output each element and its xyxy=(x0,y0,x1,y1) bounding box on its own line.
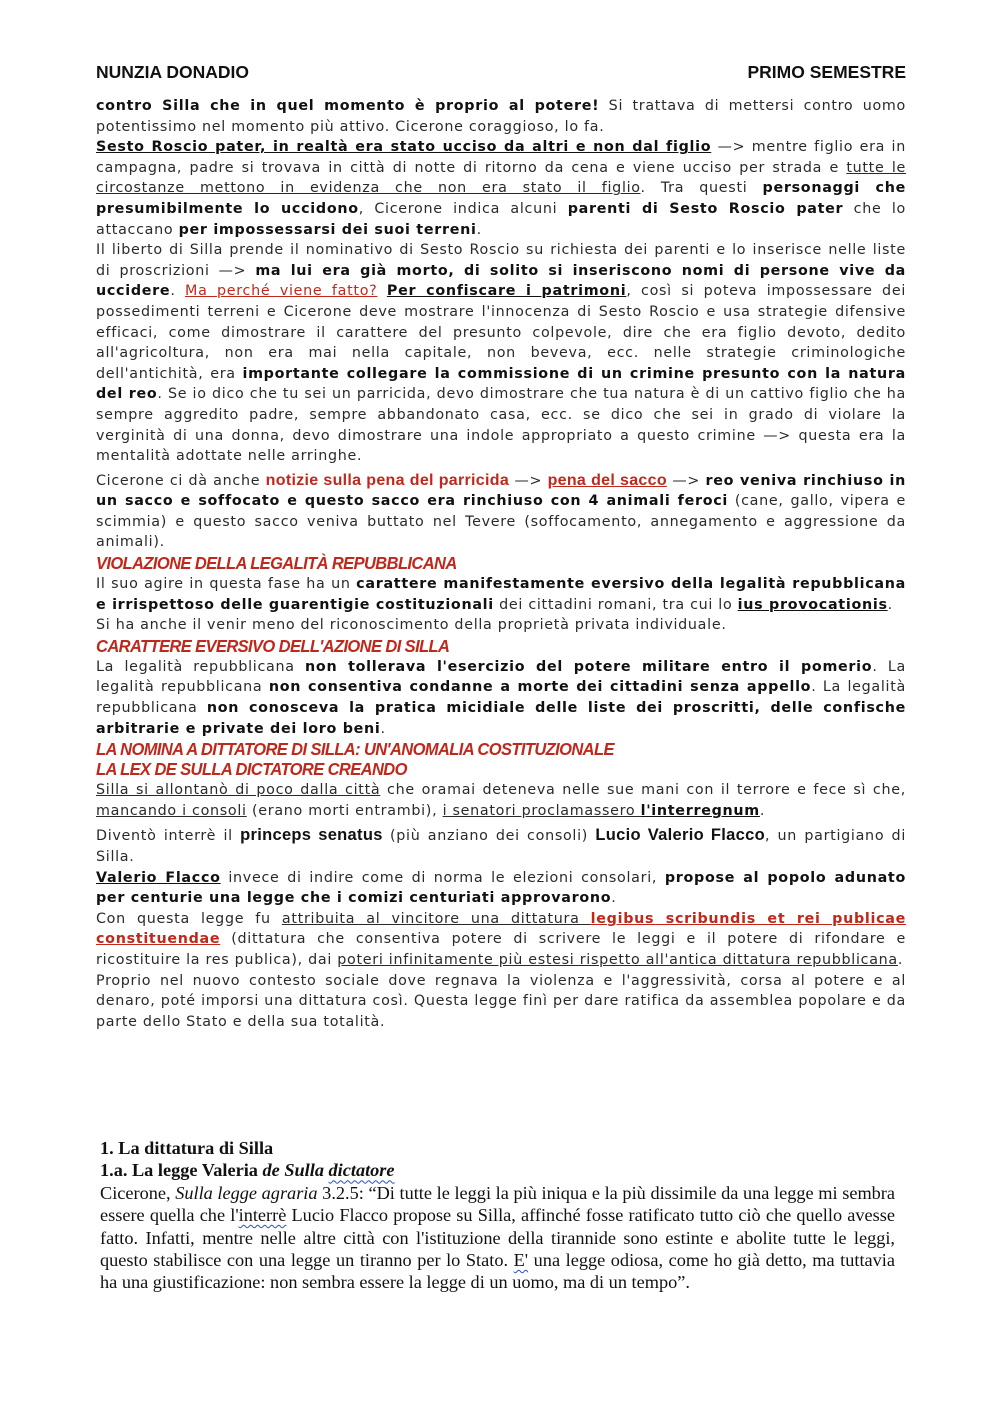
source-quote xyxy=(100,1182,895,1294)
underlined-text: attribuita al vincitore una dittatura xyxy=(281,910,591,927)
text: . xyxy=(897,951,904,968)
paragraph xyxy=(96,240,906,467)
italic-text: de Sulla xyxy=(262,1160,329,1181)
text: . xyxy=(887,596,893,613)
text: . La legalità repubblicana xyxy=(96,658,907,696)
bold-text: ma lui era già morto, di solito si inseriscono nomi di persone vive da uccidere xyxy=(96,262,906,300)
underlined-text: tutte le circostanze mettono in evidenza che non era stato il figlio xyxy=(96,159,906,197)
section-heading: CARATTERE EVERSIVO DELL'AZIONE DI SILLA xyxy=(96,637,450,657)
text: Lucio Flacco propose su Silla, affinché fosse ratificato tutto ciò che quello avesse fatto. Infatti, mentre nelle altre città con l'istituzione della tirannide sono estinte e abolite tutte le leggi, questo stabilisce con una legge un tiranno per lo Stato. xyxy=(100,1205,896,1271)
section-heading: LA LEX DE SULLA DICTATORE CREANDO xyxy=(96,760,407,780)
text: . La legalità repubblicana xyxy=(96,679,906,717)
text: interrè xyxy=(238,1205,287,1226)
text: , Cicerone indica alcuni xyxy=(358,200,568,217)
text: , un partigiano di Silla. xyxy=(96,828,907,865)
text: che oramai deteneva nelle sue mani con il terrore e fece sì che, xyxy=(380,782,906,799)
bold-text: non conosceva la pratica micidiale delle liste dei proscritti, delle confische arbitrarie e private dei loro beni xyxy=(96,700,906,737)
text: Diventò interrè il xyxy=(96,828,241,845)
text: . xyxy=(759,802,766,819)
text: Il liberto di Silla prende il nominativo di Sesto Roscio su richiesta dei parenti e lo inserisce nelle liste di proscrizioni —> xyxy=(96,242,906,279)
text: , così si poteva impossessare dei possedimenti terreni e Cicerone deve mostrare l'innocenza di Sesto Roscio e usa strategie difensive efficaci, come dimostrare il carattere del presunto colpevole, dire che era figlio devoto, dedito all'agricoltura, non era mai nella capitale, non beveva, ecc. nelle strategie criminologiche dell'antichità, era xyxy=(96,283,906,382)
text: Cicerone, xyxy=(100,1182,176,1203)
paragraph xyxy=(96,780,906,821)
text: (erano morti entrambi), xyxy=(246,802,443,819)
bold-underlined-text: l'interregnum xyxy=(640,802,760,819)
bold-underlined-text: Per confiscare i patrimoni xyxy=(386,283,627,300)
text: (dittatura che consentiva potere di scrivere le leggi e il potere di rifondare e ricostituire la res publica), dai xyxy=(96,931,906,968)
paragraph: Proprio nel nuovo contesto sociale dove regnava la violenza e l'aggressività, corsa al potere e al denaro, poté imporsi una dittatura così. Questa legge finì per dare ratifica da assemblea popolare e da parte dello Stato e della sua totalità. xyxy=(96,972,906,1030)
text: invece di indire come di norma le elezioni consolari, xyxy=(220,869,665,886)
text: . Tra questi xyxy=(640,180,763,197)
page-header xyxy=(96,62,906,83)
text: Si trattava di mettersi contro uomo potentissimo nel momento più attivo. Cicerone coraggioso, lo fa. xyxy=(96,98,906,135)
underlined-text: Silla si allontanò di poco dalla città xyxy=(96,782,381,799)
red-underlined-text: Ma perché viene fatto? xyxy=(185,283,378,300)
paragraph xyxy=(96,909,906,971)
source-title: 1. La dittatura di Silla xyxy=(100,1138,274,1158)
text: —> xyxy=(666,472,706,489)
text: —> xyxy=(509,472,548,489)
paragraph xyxy=(96,471,906,553)
underlined-text: i senatori proclamassero xyxy=(442,802,641,819)
paragraph xyxy=(96,574,906,615)
bold-text: propose al popolo adunato per centurie una legge che i comizi centuriati approvarono xyxy=(96,869,906,907)
bold-underlined-text: Sesto Roscio pater, in realtà era stato ucciso da altri e non dal figlio xyxy=(96,139,712,156)
text: . xyxy=(170,283,186,300)
bold-text: reo veniva rinchiuso in un sacco e soffocato e questo sacco era rinchiuso con 4 animali feroci xyxy=(96,472,906,510)
bold-text: Lucio Valerio Flacco xyxy=(595,826,765,845)
text: dei cittadini romani, tra cui lo xyxy=(493,596,738,613)
bold-text: contro Silla che in quel momento è proprio al potere! xyxy=(96,98,600,114)
bold-text: carattere manifestamente eversivo della legalità repubblicana e irrispettoso delle guarentigie costituzionali xyxy=(96,576,906,613)
text: . xyxy=(380,720,386,737)
text: —> mentre figlio era in campagna, padre si trovava in città di notte di ritorno da cena e viene ucciso per strada e xyxy=(96,139,906,176)
paragraph xyxy=(96,825,906,867)
text: Cicerone ci dà anche xyxy=(96,472,266,489)
text: 1.a. La legge Valeria xyxy=(100,1160,263,1181)
text: . xyxy=(476,221,482,238)
underlined-text: poteri infinitamente più estesi rispetto all'antica dittatura repubblicana xyxy=(337,951,898,968)
source-subtitle xyxy=(100,1159,895,1181)
text: Il suo agire in questa fase ha un xyxy=(96,576,357,593)
bold-underlined-text: Valerio Flacco xyxy=(96,869,221,886)
bold-text: non consentiva condanne a morte dei cittadini senza appello xyxy=(268,679,812,696)
section-heading: VIOLAZIONE DELLA LEGALITÀ REPUBBLICANA xyxy=(96,554,457,574)
bold-text: princeps senatus xyxy=(240,826,383,845)
paragraph xyxy=(96,868,906,909)
text: (cane, gallo, vipera e scimmia) e questo sacco veniva buttato nel Tevere (soffocamento, annegamento e aggressione da animali). xyxy=(96,493,906,551)
paragraph xyxy=(96,96,906,137)
bold-text: per impossessarsi dei suoi terreni xyxy=(178,221,477,238)
notes-body xyxy=(96,96,906,1032)
text: 3.2.5: “Di tutte le leggi la più iniqua e la più dissimile da una legge mi sembra essere quella che l' xyxy=(100,1182,896,1226)
source-excerpt xyxy=(100,1137,895,1294)
red-bold-underlined-text: legibus scribundis et rei publicae constituendae xyxy=(96,910,906,948)
paragraph xyxy=(96,137,906,240)
underlined-text: mancando i consoli xyxy=(96,802,247,819)
red-bold-text: notizie sulla pena del parricida xyxy=(265,471,510,489)
text: che lo attaccano xyxy=(96,200,906,238)
bold-underlined-text: ius provocationis xyxy=(737,596,888,613)
bold-text: non tollerava l'esercizio del potere militare entro il pomerio xyxy=(305,658,873,675)
author-name: NUNZIA DONADIO xyxy=(96,62,249,82)
italic-text: Sulla legge agraria xyxy=(175,1182,318,1203)
bold-text: parenti di Sesto Roscio pater xyxy=(567,200,844,217)
text xyxy=(377,283,386,299)
text: . Se io dico che tu sei un parricida, devo dimostrare che tua natura è di un cattivo figlio che ha sempre aggredito padre, sempre abbandonato casa, ecc. se dico che sei in grado di violare la verginità di una donna, devo dimostrare una indole appropriato a questo crimine —> questa era la mentalità adottate nelle arringhe. xyxy=(96,386,907,465)
semester-label: PRIMO SEMESTRE xyxy=(747,62,906,82)
text: (più anziano dei consoli) xyxy=(382,828,596,845)
bold-text: importante collegare la commissione di un crimine presunto con la natura del reo xyxy=(96,365,906,403)
italic-text: dictatore xyxy=(328,1160,395,1181)
red-bold-underlined-text: pena del sacco xyxy=(547,471,667,489)
paragraph: Si ha anche il venir meno del riconoscimento della proprietà privata individuale. xyxy=(96,617,727,634)
bold-text: personaggi che presumibilmente lo uccidono xyxy=(96,180,906,217)
paragraph xyxy=(96,657,906,739)
text: La legalità repubblicana xyxy=(96,658,306,675)
text: una legge odiosa, come ho già detto, ma tuttavia ha una giustificazione: non sembra essere la legge di un uomo, ma di un tempo”. xyxy=(100,1250,895,1293)
text: . xyxy=(611,890,617,907)
text: Con questa legge fu xyxy=(96,910,282,927)
section-heading: LA NOMINA A DITTATORE DI SILLA: UN'ANOMALIA COSTITUZIONALE xyxy=(96,740,614,760)
text: E' xyxy=(513,1250,529,1271)
